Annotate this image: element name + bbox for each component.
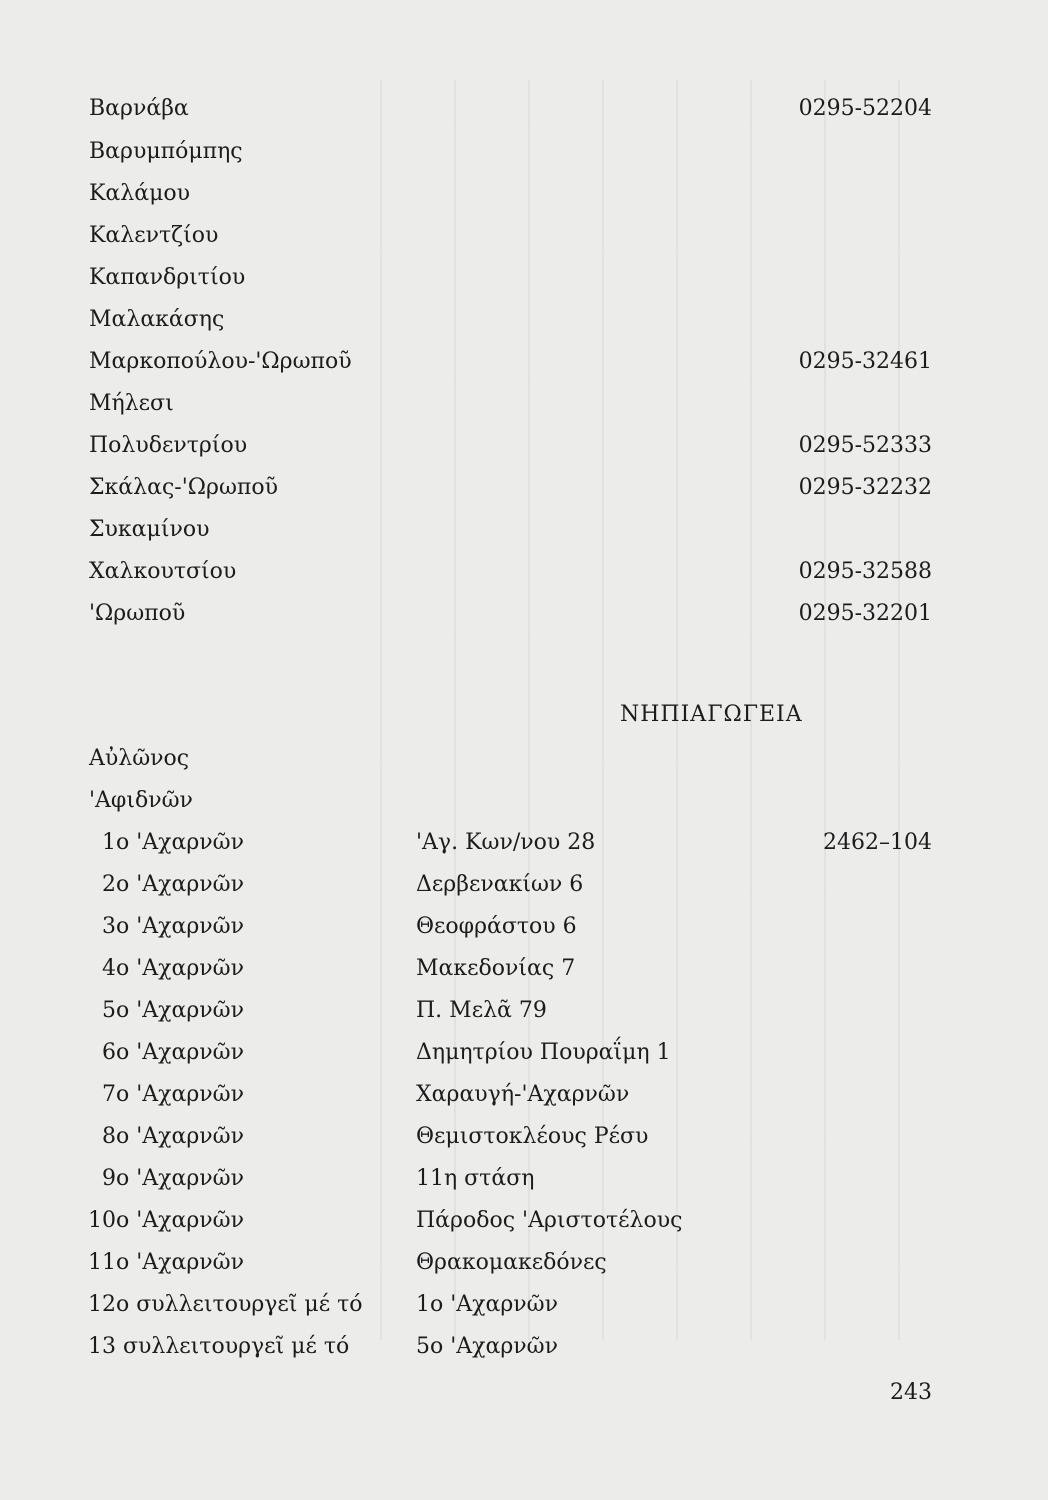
school-name: 9ο 'Αχαρνῶν [102,1166,244,1191]
table-row [0,1158,1048,1200]
locality-name: 'Ωρωποῦ [89,601,186,626]
school-address: Χαραυγή-'Αχαρνῶν [416,1082,630,1107]
list-item [0,257,1048,299]
school-address: 5ο 'Αχαρνῶν [416,1334,558,1359]
locality-name: Χαλκουτσίου [89,559,237,584]
list-item [0,299,1048,341]
locality-name: Μαλακάσης [89,307,225,332]
phone-number: 0295-32461 [798,349,932,374]
section-title: ΝΗΠΙΑΓΩΓΕΙΑ [620,702,803,727]
list-item [0,88,1048,130]
table-row [0,1242,1048,1284]
school-name: 11ο 'Αχαρνῶν [88,1250,244,1275]
list-item [0,383,1048,425]
school-address: 'Αγ. Κων/νου 28 [416,830,596,855]
locality-name: Καλάμου [89,181,191,206]
list-item [0,215,1048,257]
table-row [0,948,1048,990]
list-item [0,131,1048,173]
school-name: 13 συλλειτουργεῖ μέ τό [88,1334,350,1359]
locality-name: Βαρυμπόμπης [89,139,243,164]
phone-number: 0295-32232 [798,475,932,500]
school-address: Θεοφράστου 6 [416,914,577,939]
table-row [0,738,1048,780]
locality-name: Βαρνάβα [89,96,189,121]
school-name: Αὐλῶνος [89,746,190,771]
table-row [0,1200,1048,1242]
locality-name: Καλεντζίου [89,223,219,248]
table-row [0,1032,1048,1074]
phone-number: 0295-32201 [798,601,932,626]
school-name: 5ο 'Αχαρνῶν [102,998,244,1023]
locality-name: Συκαμίνου [89,517,210,542]
school-name: 10ο 'Αχαρνῶν [88,1208,244,1233]
table-row [0,1116,1048,1158]
school-address: 1ο 'Αχαρνῶν [416,1292,558,1317]
school-name: 4ο 'Αχαρνῶν [102,956,244,981]
phone-number: 2462–104 [823,830,932,855]
locality-name: Σκάλας-'Ωρωποῦ [89,475,278,500]
school-address: Μακεδονίας 7 [416,956,576,981]
school-address: Δημητρίου Πουραΐμη 1 [416,1040,671,1065]
school-name: 1ο 'Αχαρνῶν [102,830,244,855]
school-address: Πάροδος 'Αριστοτέλους [416,1208,683,1233]
list-item [0,467,1048,509]
table-row [0,864,1048,906]
school-address: Δερβενακίων 6 [416,872,584,897]
list-item [0,551,1048,593]
phone-number: 0295-52204 [798,96,932,121]
locality-name: Μήλεσι [89,391,174,416]
page-number: 243 [890,1380,932,1405]
school-name: 3ο 'Αχαρνῶν [102,914,244,939]
list-item [0,593,1048,635]
school-name: 'Αφιδνῶν [89,788,193,813]
phone-number: 0295-52333 [798,433,932,458]
school-name: 12ο συλλειτουργεῖ μέ τό [88,1292,363,1317]
locality-name: Μαρκοπούλου-'Ωρωποῦ [89,349,352,374]
table-row [0,1074,1048,1116]
school-name: 8ο 'Αχαρνῶν [102,1124,244,1149]
list-item [0,425,1048,467]
school-name: 6ο 'Αχαρνῶν [102,1040,244,1065]
locality-name: Καπανδριτίου [89,265,246,290]
list-item [0,173,1048,215]
school-name: 2ο 'Αχαρνῶν [102,872,244,897]
list-item [0,341,1048,383]
school-address: 11η στάση [416,1166,535,1191]
table-row [0,906,1048,948]
school-address: Θεμιστοκλέους Ρέσυ [416,1124,649,1149]
school-name: 7ο 'Αχαρνῶν [102,1082,244,1107]
table-row [0,780,1048,822]
school-address: Π. Μελᾶ 79 [416,998,547,1023]
table-row [0,990,1048,1032]
table-row [0,1326,1048,1368]
locality-name: Πολυδεντρίου [89,433,248,458]
table-row [0,1284,1048,1326]
list-item [0,509,1048,551]
school-address: Θρακομακεδόνες [416,1250,607,1275]
table-row [0,822,1048,864]
phone-number: 0295-32588 [798,559,932,584]
